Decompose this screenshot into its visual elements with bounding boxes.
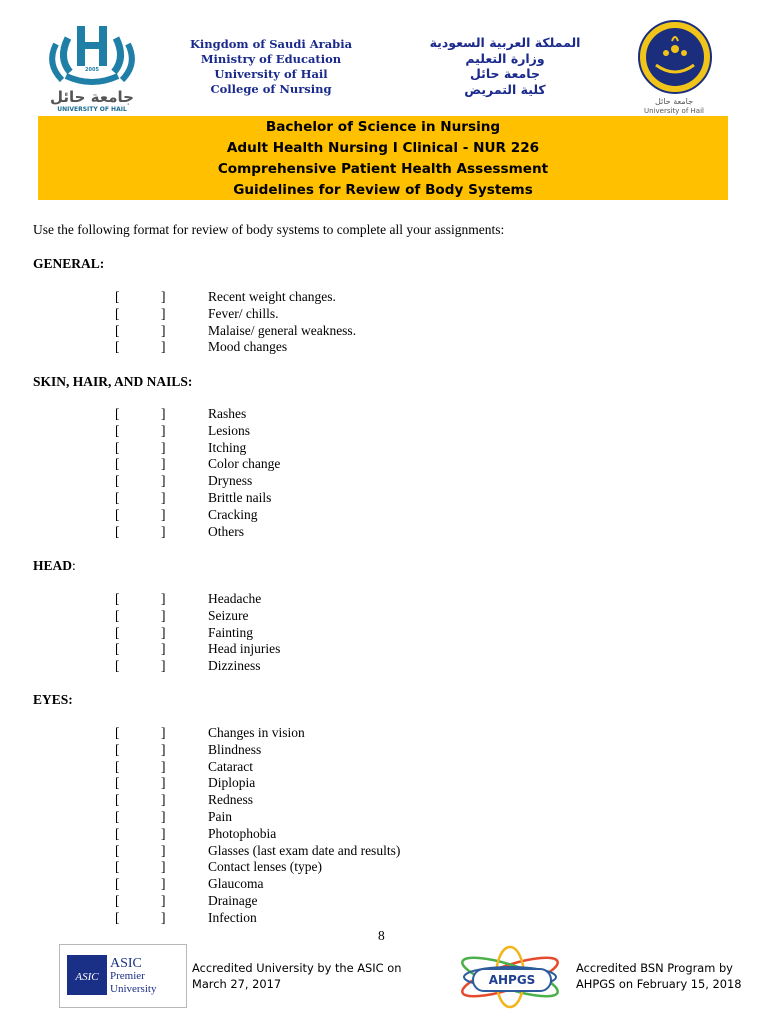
checklist-skin: [0, 406, 600, 540]
checklist-item: [ ] Rashes: [115, 406, 247, 421]
checklist-item: [ ] Seizure: [115, 607, 249, 623]
checklist-item: [ ] Dizziness: [115, 658, 261, 674]
asic-logo-title: ASIC: [110, 956, 142, 971]
checklist-item: [ ] Mood changes: [115, 339, 288, 355]
checklist-item: [ ] Headache: [115, 591, 262, 606]
page-number: 8: [378, 928, 385, 943]
header-ministry-ar: وزارة التعليم: [465, 50, 545, 66]
svg-text:ASIC: ASIC: [75, 971, 99, 983]
checklist-item: [ ] Cataract: [115, 758, 253, 774]
checklist-item: [ ] Drainage: [115, 892, 258, 908]
checklist-item: [ ] Lesions: [115, 422, 250, 438]
ahpgs-accreditation: Accredited BSN Program by AHPGS on February 15, 2018: [576, 961, 742, 991]
section-heading-general: GENERAL:: [33, 256, 105, 271]
checklist-item: [ ] Redness: [115, 792, 253, 808]
intro-text: Use the following format for review of body systems to complete all your assignments:: [33, 222, 505, 237]
checklist-item: [ ] Head injuries: [115, 641, 281, 657]
checklist-item: [ ] Dryness: [115, 473, 253, 489]
header-english-block: [176, 37, 366, 97]
header-college: College of Nursing: [210, 82, 332, 96]
asic-logo-subtitle: Premier University: [110, 970, 157, 995]
logo-caption-english: University of Hail: [644, 107, 704, 115]
checklist-item: [ ] Color change: [115, 456, 281, 472]
banner-course: Adult Health Nursing I Clinical - NUR 226: [226, 140, 540, 156]
checklist-item: [ ] Changes in vision: [115, 725, 305, 740]
asic-accreditation: Accredited University by the ASIC on March 27, 2017: [192, 961, 402, 991]
logo-caption-arabic: جامعة حائل: [654, 97, 694, 106]
header-university: University of Hail: [214, 67, 328, 81]
ahpgs-logo-text: AHPGS: [472, 968, 552, 992]
checklist-item: [ ] Recent weight changes.: [115, 289, 336, 304]
checklist-item: [ ] Fainting: [115, 624, 254, 640]
checklist-item: [ ] Glaucoma: [115, 876, 264, 892]
logo-arabic-name: جامعة حائل: [50, 88, 134, 106]
banner-guidelines: Guidelines for Review of Body Systems: [233, 182, 533, 198]
checklist-item: [ ] Malaise/ general weakness.: [115, 322, 357, 338]
title-banner: [38, 116, 728, 200]
checklist-item: [ ] Itching: [115, 439, 247, 455]
logo-english-name: UNIVERSITY OF HAIL: [57, 106, 127, 113]
checklist-item: [ ] Blindness: [115, 741, 262, 757]
header-university-ar: جامعة حائل: [470, 66, 540, 81]
checklist-item: [ ] Photophobia: [115, 825, 277, 841]
asic-emblem-icon: [67, 955, 107, 995]
checklist-item: [ ] Fever/ chills.: [115, 305, 279, 321]
checklist-item: [ ] Glasses (last exam date and results): [115, 842, 401, 858]
section-heading-head: HEAD:: [33, 558, 76, 573]
checklist-item: [ ] Brittle nails: [115, 489, 272, 505]
ahpgs-logo: [454, 945, 566, 1009]
checklist-item: [ ] Others: [115, 523, 244, 539]
checklist-item: [ ] Diplopia: [115, 775, 256, 791]
college-of-nursing-logo: [628, 17, 720, 117]
section-heading-eyes: EYES:: [33, 692, 73, 707]
logo-year: 2005: [85, 67, 99, 73]
checklist-eyes: [0, 725, 600, 927]
university-of-hail-logo: [40, 20, 152, 116]
checklist-item: [ ] Infection: [115, 909, 257, 925]
section-heading-skin: SKIN, HAIR, AND NAILS:: [33, 374, 193, 389]
checklist-item: [ ] Cracking: [115, 506, 258, 522]
header-college-ar: كلية التمريض: [464, 81, 546, 97]
header-arabic-block: [410, 35, 600, 97]
checklist-general: [0, 289, 600, 356]
checklist-item: [ ] Contact lenses (type): [115, 859, 322, 875]
checklist-item: [ ] Pain: [115, 808, 233, 824]
asic-logo: [59, 944, 187, 1008]
banner-degree: Bachelor of Science in Nursing: [265, 119, 501, 135]
header-country-ar: المملكة العربية السعودية: [429, 35, 581, 50]
checklist-head: [0, 591, 600, 675]
header-ministry: Ministry of Education: [200, 52, 342, 66]
header-country: Kingdom of Saudi Arabia: [189, 37, 353, 51]
banner-assessment: Comprehensive Patient Health Assessment: [217, 161, 549, 177]
